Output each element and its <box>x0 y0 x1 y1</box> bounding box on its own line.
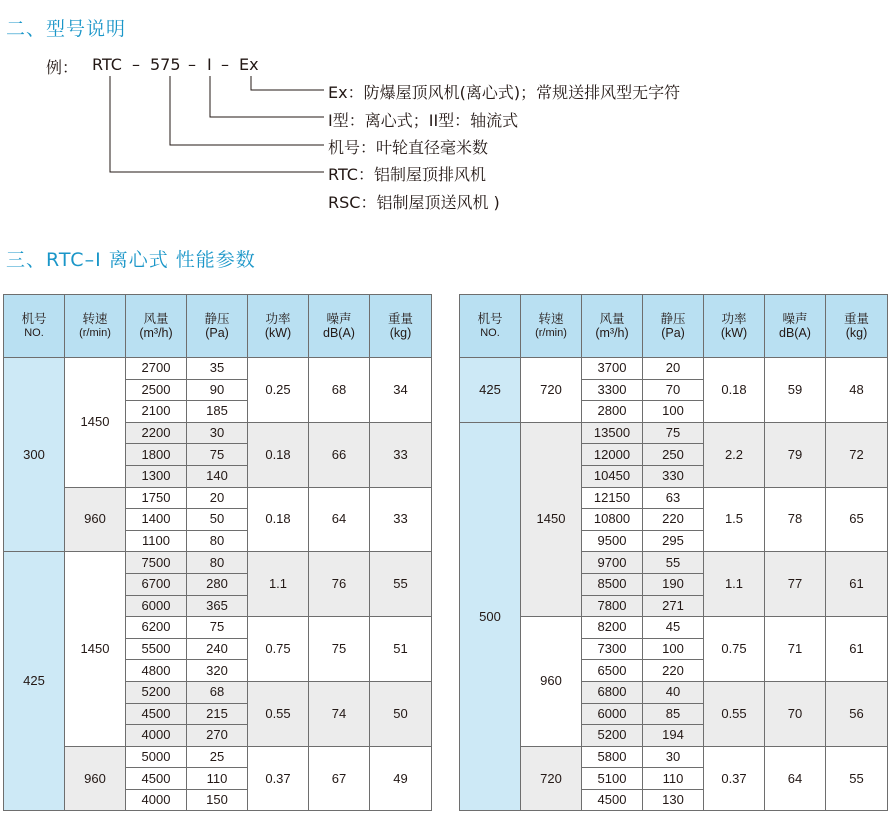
airflow-header <box>126 295 187 358</box>
table-row <box>4 552 432 574</box>
static-pressure-cell: 90 <box>187 379 248 401</box>
table-row <box>460 358 888 380</box>
header-unit: (Pa) <box>205 326 229 340</box>
header-unit: (kW) <box>720 326 748 340</box>
noise-header <box>309 295 370 358</box>
noise-cell: 67 <box>309 746 370 811</box>
airflow-cell: 4500 <box>582 789 643 811</box>
header-label: 机号 <box>21 312 47 326</box>
power-cell: 0.75 <box>248 617 309 682</box>
header-unit: (kg) <box>389 326 412 340</box>
weight-cell: 61 <box>826 552 888 617</box>
noise-cell: 64 <box>765 746 826 811</box>
airflow-cell: 4000 <box>126 725 187 747</box>
power-cell: 0.55 <box>248 681 309 746</box>
header-label: 风量 <box>143 312 169 326</box>
speed-cell: 960 <box>65 487 126 552</box>
table-row <box>460 422 888 444</box>
static-pressure-cell: 75 <box>187 444 248 466</box>
static-pressure-cell: 20 <box>643 358 704 380</box>
airflow-cell: 7500 <box>126 552 187 574</box>
weight-cell: 56 <box>826 681 888 746</box>
static-pressure-cell: 85 <box>643 703 704 725</box>
fan-no-cell: 300 <box>4 358 65 552</box>
weight-cell: 34 <box>370 358 432 423</box>
performance-table-right <box>459 294 888 811</box>
static-pressure-cell: 20 <box>187 487 248 509</box>
header-unit: (kg) <box>845 326 868 340</box>
header-unit: NO. <box>480 327 500 339</box>
speed-header <box>521 295 582 358</box>
header-unit: (r/min) <box>79 327 111 339</box>
airflow-cell: 4500 <box>126 703 187 725</box>
static-pressure-cell: 75 <box>643 422 704 444</box>
power-cell: 0.75 <box>704 617 765 682</box>
static-pressure-cell: 330 <box>643 465 704 487</box>
speed-cell: 1450 <box>65 552 126 746</box>
table-row <box>460 617 888 639</box>
static-pressure-cell: 25 <box>187 746 248 768</box>
speed-cell: 960 <box>65 746 126 811</box>
static-pressure-cell: 194 <box>643 725 704 747</box>
static-pressure-cell: 215 <box>187 703 248 725</box>
fan-no-cell: 500 <box>460 422 521 811</box>
airflow-cell: 5100 <box>582 768 643 790</box>
header-unit: (kW) <box>264 326 292 340</box>
power-cell: 0.37 <box>704 746 765 811</box>
static-pressure-cell: 280 <box>187 573 248 595</box>
power-header <box>704 295 765 358</box>
static-pressure-cell: 75 <box>187 617 248 639</box>
power-cell: 1.1 <box>704 552 765 617</box>
static-pressure-cell: 68 <box>187 681 248 703</box>
airflow-cell: 6000 <box>126 595 187 617</box>
weight-cell: 51 <box>370 617 432 682</box>
static-pressure-cell: 365 <box>187 595 248 617</box>
airflow-cell: 12150 <box>582 487 643 509</box>
table-row <box>460 746 888 768</box>
header-label: 转速 <box>82 312 108 326</box>
header-label: 风量 <box>599 312 625 326</box>
airflow-cell: 9700 <box>582 552 643 574</box>
noise-cell: 79 <box>765 422 826 487</box>
header-label: 功率 <box>721 312 747 326</box>
static-pressure-cell: 45 <box>643 617 704 639</box>
weight-cell: 55 <box>826 746 888 811</box>
header-label: 噪声 <box>326 312 352 326</box>
noise-cell: 66 <box>309 422 370 487</box>
header-unit: dB(A) <box>779 326 811 340</box>
airflow-cell: 2800 <box>582 401 643 423</box>
noise-cell: 76 <box>309 552 370 617</box>
power-cell: 0.37 <box>248 746 309 811</box>
header-unit: (m³/h) <box>595 326 629 340</box>
code-dash: – <box>188 55 196 74</box>
static-pressure-cell: 185 <box>187 401 248 423</box>
airflow-cell: 9500 <box>582 530 643 552</box>
airflow-cell: 8500 <box>582 573 643 595</box>
static-pressure-cell: 100 <box>643 638 704 660</box>
power-cell: 2.2 <box>704 422 765 487</box>
airflow-cell: 3700 <box>582 358 643 380</box>
noise-header <box>765 295 826 358</box>
noise-cell: 75 <box>309 617 370 682</box>
airflow-cell: 13500 <box>582 422 643 444</box>
header-label: 重量 <box>387 312 413 326</box>
airflow-header <box>582 295 643 358</box>
header-label: 噪声 <box>782 312 808 326</box>
airflow-cell: 12000 <box>582 444 643 466</box>
static-pressure-cell: 220 <box>643 660 704 682</box>
fan-no-header <box>4 295 65 358</box>
table-row <box>4 358 432 380</box>
static-pressure-cell: 140 <box>187 465 248 487</box>
noise-cell: 78 <box>765 487 826 552</box>
airflow-cell: 8200 <box>582 617 643 639</box>
explanation-size: 机号：叶轮直径毫米数 <box>328 138 489 157</box>
performance-table-left <box>3 294 432 811</box>
table-row <box>4 746 432 768</box>
airflow-cell: 5500 <box>126 638 187 660</box>
static-pressure-cell: 70 <box>643 379 704 401</box>
airflow-cell: 5000 <box>126 746 187 768</box>
airflow-cell: 1400 <box>126 509 187 531</box>
header-unit: (m³/h) <box>139 326 173 340</box>
weight-cell: 48 <box>826 358 888 423</box>
explanation-rtc: RTC：铝制屋顶排风机 <box>328 165 486 184</box>
noise-cell: 74 <box>309 681 370 746</box>
weight-cell: 33 <box>370 422 432 487</box>
header-unit: NO. <box>24 327 44 339</box>
static-pressure-cell: 295 <box>643 530 704 552</box>
noise-cell: 70 <box>765 681 826 746</box>
power-header <box>248 295 309 358</box>
weight-cell: 50 <box>370 681 432 746</box>
airflow-cell: 6800 <box>582 681 643 703</box>
code-type: I <box>207 55 212 74</box>
section-2-title: 二、型号说明 <box>6 18 127 40</box>
airflow-cell: 4000 <box>126 789 187 811</box>
code-suffix: Ex <box>239 55 259 74</box>
header-unit: (r/min) <box>535 327 567 339</box>
power-cell: 0.18 <box>248 422 309 487</box>
airflow-cell: 2700 <box>126 358 187 380</box>
static-pressure-cell: 220 <box>643 509 704 531</box>
power-cell: 1.5 <box>704 487 765 552</box>
airflow-cell: 2100 <box>126 401 187 423</box>
fan-no-cell: 425 <box>460 358 521 423</box>
header-label: 功率 <box>265 312 291 326</box>
static-pressure-cell: 130 <box>643 789 704 811</box>
header-unit: (Pa) <box>661 326 685 340</box>
power-cell: 0.18 <box>248 487 309 552</box>
speed-cell: 720 <box>521 358 582 423</box>
static-pressure-cell: 30 <box>187 422 248 444</box>
airflow-cell: 3300 <box>582 379 643 401</box>
airflow-cell: 1800 <box>126 444 187 466</box>
static-pressure-cell: 250 <box>643 444 704 466</box>
static-pressure-header <box>187 295 248 358</box>
section-3-title: 三、RTC–I 离心式 性能参数 <box>6 249 256 271</box>
airflow-cell: 5800 <box>582 746 643 768</box>
airflow-cell: 7300 <box>582 638 643 660</box>
power-cell: 1.1 <box>248 552 309 617</box>
airflow-cell: 6200 <box>126 617 187 639</box>
airflow-cell: 4500 <box>126 768 187 790</box>
airflow-cell: 2500 <box>126 379 187 401</box>
weight-cell: 33 <box>370 487 432 552</box>
static-pressure-cell: 270 <box>187 725 248 747</box>
header-label: 机号 <box>477 312 503 326</box>
header-label: 静压 <box>204 312 230 326</box>
static-pressure-cell: 271 <box>643 595 704 617</box>
airflow-cell: 4800 <box>126 660 187 682</box>
header-unit: dB(A) <box>323 326 355 340</box>
airflow-cell: 5200 <box>126 681 187 703</box>
speed-header <box>65 295 126 358</box>
noise-cell: 68 <box>309 358 370 423</box>
noise-cell: 77 <box>765 552 826 617</box>
airflow-cell: 2200 <box>126 422 187 444</box>
airflow-cell: 1100 <box>126 530 187 552</box>
code-size: 575 <box>150 55 181 74</box>
static-pressure-cell: 150 <box>187 789 248 811</box>
example-label: 例： <box>46 58 79 77</box>
static-pressure-cell: 80 <box>187 530 248 552</box>
speed-cell: 1450 <box>521 422 582 616</box>
code-dash: – <box>221 55 229 74</box>
airflow-cell: 5200 <box>582 725 643 747</box>
header-label: 转速 <box>538 312 564 326</box>
explanation-ex: Ex：防爆屋顶风机(离心式)；常规送排风型无字符 <box>328 83 681 102</box>
table-row <box>4 487 432 509</box>
fan-no-cell: 425 <box>4 552 65 811</box>
explanation-type: I型：离心式；II型：轴流式 <box>328 111 519 130</box>
power-cell: 0.18 <box>704 358 765 423</box>
power-cell: 0.25 <box>248 358 309 423</box>
static-pressure-cell: 55 <box>643 552 704 574</box>
weight-header <box>826 295 888 358</box>
static-pressure-cell: 320 <box>187 660 248 682</box>
airflow-cell: 10450 <box>582 465 643 487</box>
weight-cell: 65 <box>826 487 888 552</box>
static-pressure-cell: 63 <box>643 487 704 509</box>
static-pressure-header <box>643 295 704 358</box>
static-pressure-cell: 100 <box>643 401 704 423</box>
airflow-cell: 1300 <box>126 465 187 487</box>
static-pressure-cell: 240 <box>187 638 248 660</box>
weight-cell: 61 <box>826 617 888 682</box>
airflow-cell: 6500 <box>582 660 643 682</box>
noise-cell: 71 <box>765 617 826 682</box>
header-label: 静压 <box>660 312 686 326</box>
weight-header <box>370 295 432 358</box>
airflow-cell: 10800 <box>582 509 643 531</box>
power-cell: 0.55 <box>704 681 765 746</box>
airflow-cell: 6000 <box>582 703 643 725</box>
code-dash: – <box>132 55 140 74</box>
static-pressure-cell: 35 <box>187 358 248 380</box>
static-pressure-cell: 30 <box>643 746 704 768</box>
static-pressure-cell: 50 <box>187 509 248 531</box>
speed-cell: 1450 <box>65 358 126 488</box>
header-label: 重量 <box>843 312 869 326</box>
speed-cell: 720 <box>521 746 582 811</box>
airflow-cell: 7800 <box>582 595 643 617</box>
speed-cell: 960 <box>521 617 582 747</box>
static-pressure-cell: 190 <box>643 573 704 595</box>
code-series: RTC <box>92 55 122 74</box>
weight-cell: 55 <box>370 552 432 617</box>
explanation-rsc: RSC：铝制屋顶送风机 ) <box>328 193 500 212</box>
airflow-cell: 6700 <box>126 573 187 595</box>
noise-cell: 64 <box>309 487 370 552</box>
static-pressure-cell: 80 <box>187 552 248 574</box>
static-pressure-cell: 110 <box>187 768 248 790</box>
fan-no-header <box>460 295 521 358</box>
weight-cell: 72 <box>826 422 888 487</box>
weight-cell: 49 <box>370 746 432 811</box>
static-pressure-cell: 40 <box>643 681 704 703</box>
airflow-cell: 1750 <box>126 487 187 509</box>
static-pressure-cell: 110 <box>643 768 704 790</box>
noise-cell: 59 <box>765 358 826 423</box>
